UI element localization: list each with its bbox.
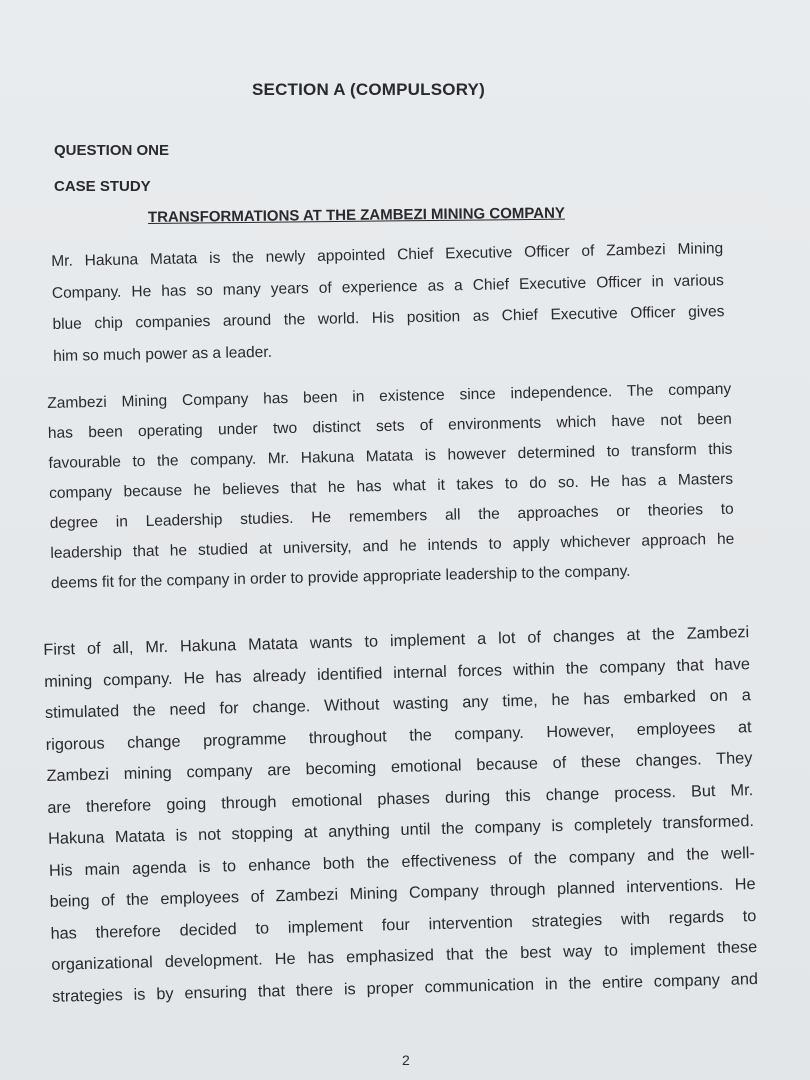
paragraph-line: deems fit for the company in order to provide appropriate leadership to the company. xyxy=(50,562,631,592)
paragraph-line: leadership that he studied at university, and he intends to apply whichever approach he xyxy=(50,530,735,562)
paragraph-line: rigorous change programme throughout the company. However, employees at xyxy=(45,717,752,754)
paragraph-line: Zambezi mining company are becoming emotional because of these changes. They xyxy=(46,749,753,785)
paragraph-line: are therefore going through emotional phases during this change process. But Mr. xyxy=(47,780,754,817)
section-heading: SECTION A (COMPULSORY) xyxy=(252,80,485,99)
paragraph-line: degree in Leadership studies. He remembers all the approaches or theories to xyxy=(49,500,734,532)
paragraph-line: has therefore decided to implement four intervention strategies with regards to xyxy=(50,906,757,943)
page-number: 2 xyxy=(402,1052,410,1068)
case-study-title: TRANSFORMATIONS AT THE ZAMBEZI MINING COMPANY xyxy=(147,204,565,226)
paragraph-2 xyxy=(47,375,735,599)
paragraph-line: Company. He has so many years of experience as a Chief Executive Officer in various xyxy=(51,271,724,302)
paragraph-line: company because he believes that he has what it takes to do so. He has a Masters xyxy=(49,470,734,502)
paragraph-line: favourable to the company. Mr. Hakuna Matata is however determined to transform this xyxy=(48,440,733,472)
paragraph-line: Mr. Hakuna Matata is the newly appointed Chief Executive Officer of Zambezi Mining xyxy=(51,240,724,270)
paragraph-line: mining company. He has already identified internal forces within the company that have xyxy=(43,654,751,691)
question-label: QUESTION ONE xyxy=(54,142,170,159)
paragraph-line: Zambezi Mining Company has been in existence since independence. The company xyxy=(47,380,732,412)
paragraph-line: First of all, Mr. Hakuna Matata wants to implement a lot of changes at the Zambezi xyxy=(43,623,750,659)
paragraph-line: His main agenda is to enhance both the effectiveness of the company and the well- xyxy=(48,843,755,880)
paragraph-line: him so much power as a leader. xyxy=(52,343,273,365)
paragraph-3 xyxy=(43,617,758,1013)
paragraph-line: strategies is by ensuring that there is proper communication in the entire company and xyxy=(51,969,759,1006)
paragraph-line: being of the employees of Zambezi Mining Company through planned interventions. He xyxy=(49,875,756,911)
paragraph-line: stimulated the need for change. Without wasting any time, he has embarked on a xyxy=(44,686,751,722)
paragraph-line: Hakuna Matata is not stopping at anything until the company is completely transformed. xyxy=(47,812,755,848)
paragraph-line: blue chip companies around the world. His position as Chief Executive Officer gives xyxy=(52,303,725,333)
paragraph-line: organizational development. He has emphasized that the best way to implement these xyxy=(51,938,758,974)
case-study-label: CASE STUDY xyxy=(54,178,151,195)
paragraph-1 xyxy=(51,233,725,372)
paragraph-line: has been operating under two distinct sets of environments which have not been xyxy=(47,410,732,442)
